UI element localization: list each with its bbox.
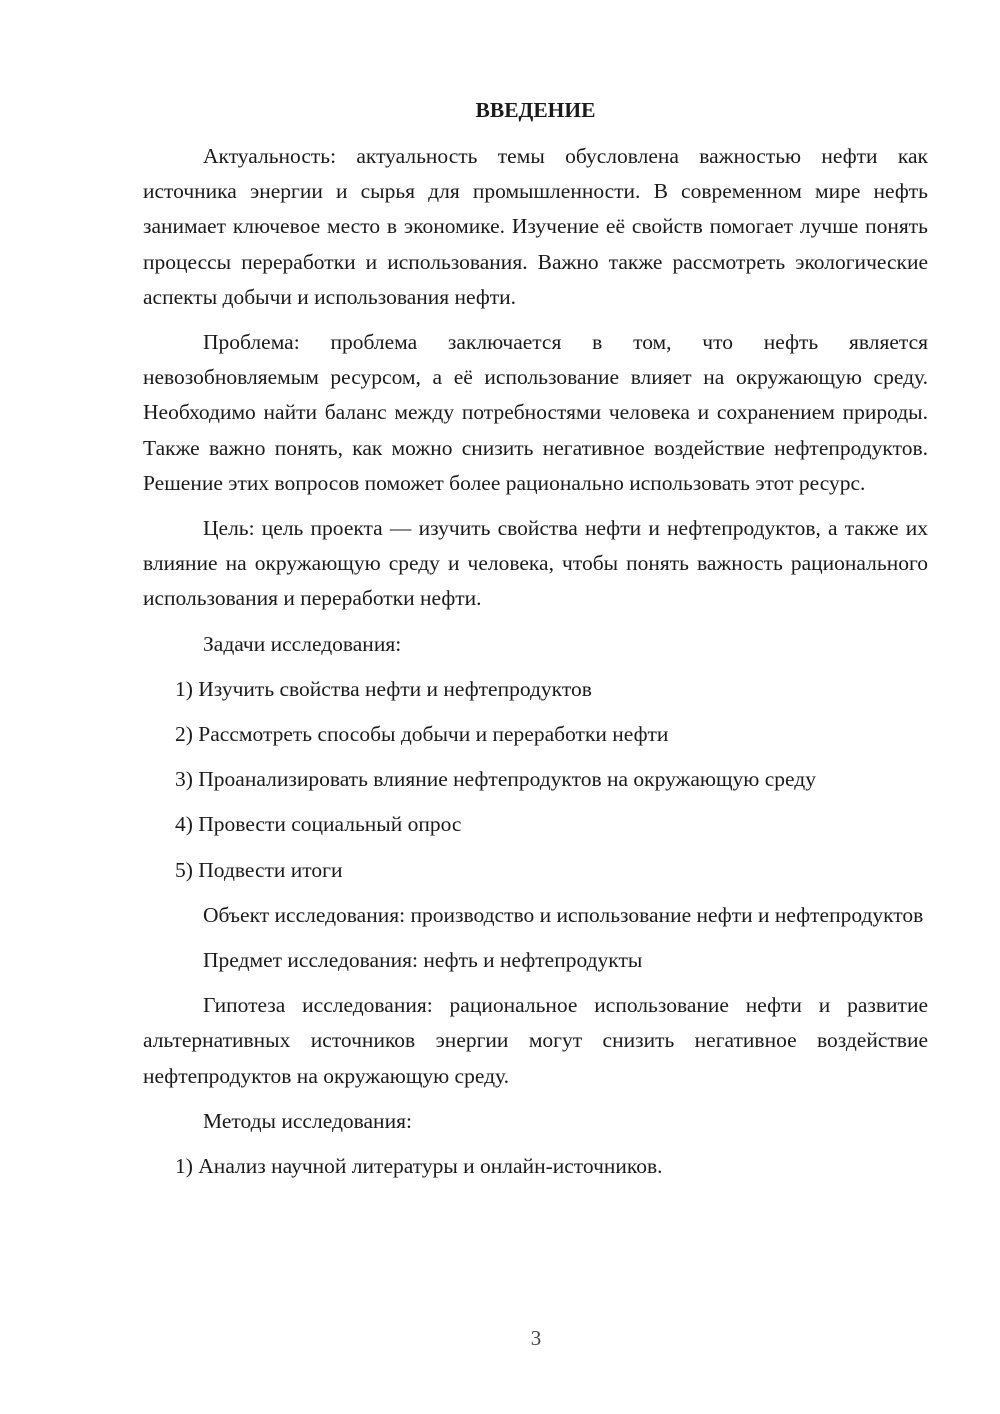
task-item-4: 4) Провести социальный опрос [175, 812, 462, 837]
page-number: 3 [530, 1326, 542, 1350]
hypothesis-paragraph: Гипотеза исследования: рациональное использование нефти и развитие альтернативных источников энергии могут снизить негативное воздействие нефтепродуктов на окружающую среду. [143, 993, 928, 1088]
document-page [143, 93, 928, 1194]
methods-heading: Методы исследования: [203, 1108, 412, 1133]
relevance-paragraph: Актуальность: актуальность темы обусловлена важностью нефти как источника энергии и сырья для промышленности. В современном мире нефть занимает ключевое место в экономике. Изучение её свойств помогает лучше понять процессы переработки и использования. Важно также рассмотреть экологические аспекты добычи и использования нефти. [143, 144, 928, 309]
problem-paragraph: Проблема: проблема заключается в том, что нефть является невозобновляемым ресурсом, а её использование влияет на окружающую среду. Необходимо найти баланс между потребностями человека и сохранением природы. Также важно понять, как можно снизить негативное воздействие нефтепродуктов. Решение этих вопросов поможет более рационально использовать этот ресурс. [143, 330, 928, 495]
object-paragraph: Объект исследования: производство и использование нефти и нефтепродуктов [203, 902, 924, 927]
task-item-3: 3) Проанализировать влияние нефтепродуктов на окружающую среду [175, 767, 816, 792]
goal-paragraph: Цель: цель проекта — изучить свойства нефти и нефтепродуктов, а также их влияние на окружающую среду и человека, чтобы понять важность рационального использования и переработки нефти. [143, 516, 928, 611]
task-item-2: 2) Рассмотреть способы добычи и переработки нефти [175, 722, 669, 747]
task-item-1: 1) Изучить свойства нефти и нефтепродуктов [175, 676, 592, 701]
task-item-5: 5) Подвести итоги [175, 857, 343, 882]
document-title: ВВЕДЕНИЕ [475, 98, 596, 122]
subject-paragraph: Предмет исследования: нефть и нефтепродукты [203, 948, 643, 973]
tasks-heading: Задачи исследования: [203, 631, 402, 656]
method-item-1: 1) Анализ научной литературы и онлайн-источников. [175, 1154, 663, 1179]
